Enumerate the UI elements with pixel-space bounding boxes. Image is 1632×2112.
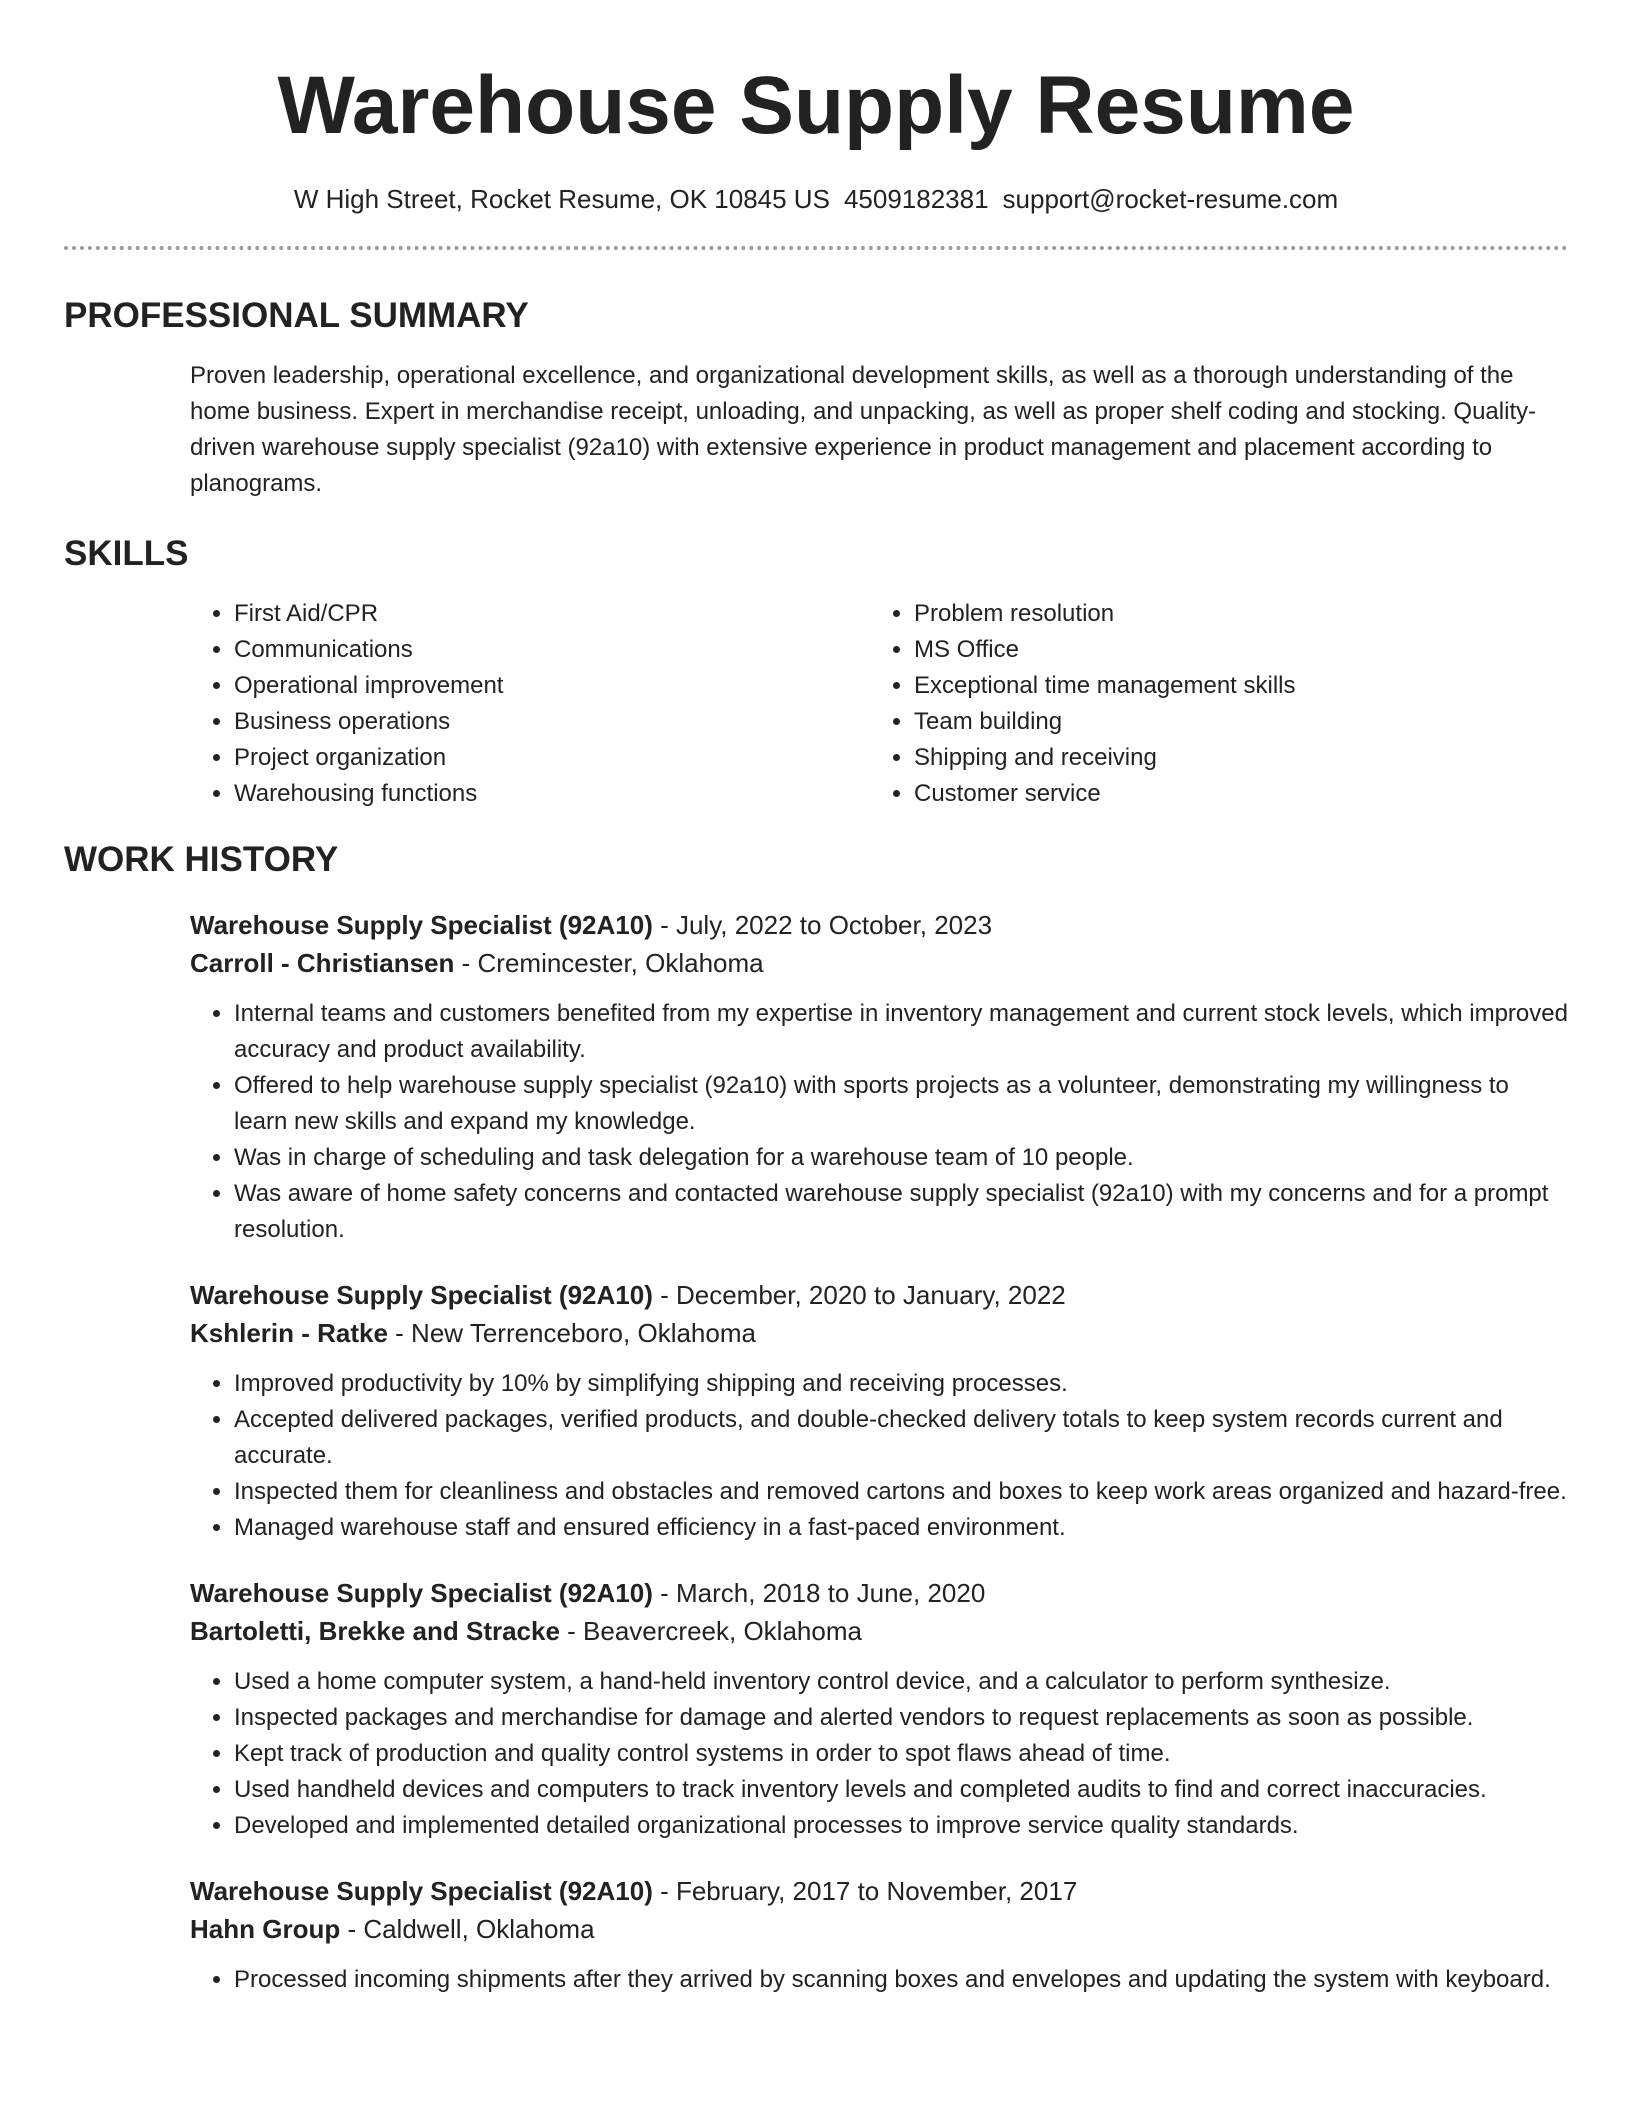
job-bullet: • Inspected packages and merchandise for damage and alerted vendors to request replacements as soon as possible. [234,1700,1568,1736]
job-title: Warehouse Supply Specialist (92A10) [190,1578,653,1608]
skill-item: • Customer service [914,776,1550,812]
job-title-line [190,1574,1568,1612]
contact-line [64,182,1568,216]
contact-address: W High Street, Rocket Resume, OK 10845 US [293,184,830,214]
job-bullet: • Used a home computer system, a hand-held inventory control device, and a calculator to perform synthesize. [234,1664,1568,1700]
skill-item: • Shipping and receiving [914,740,1550,776]
job-title: Warehouse Supply Specialist (92A10) [190,1876,653,1906]
job-company: Hahn Group [190,1914,341,1944]
job-bullet: • Managed warehouse staff and ensured efficiency in a fast-paced environment. [234,1510,1568,1546]
job-location: - Cremincester, Oklahoma [454,948,764,978]
skill-item: • Problem resolution [914,596,1550,632]
contact-email: support@rocket-resume.com [1002,184,1339,214]
skill-item: • Exceptional time management skills [914,668,1550,704]
summary-text: Proven leadership, operational excellence, and organizational development skills, as well as a thorough understanding of the home business. Expert in merchandise receipt, unloading, and unpacking, as well as proper shelf coding and stocking. Quality-driven warehouse supply specialist (92a10) with extensive experience in product management and placement according to planograms. [190,362,1537,497]
skill-item: • Project organization [234,740,870,776]
contact-phone: 4509182381 [843,184,989,214]
job-bullet: • Internal teams and customers benefited from my expertise in inventory management and current stock levels, which improved accuracy and product availability. [234,996,1568,1068]
skills-heading: SKILLS [64,534,189,573]
skill-item: • Operational improvement [234,668,870,704]
job-entry [190,1574,1568,1844]
header-divider [64,246,1568,250]
summary-heading: PROFESSIONAL SUMMARY [64,296,529,335]
job-bullets [190,1664,1568,1844]
job-company-line [190,1910,1568,1948]
job-dates: - December, 2020 to January, 2022 [652,1280,1066,1310]
skills-list [190,596,1568,812]
job-bullet: • Was in charge of scheduling and task delegation for a warehouse team of 10 people. [234,1140,1568,1176]
job-entry [190,1276,1568,1546]
job-title-line [190,1276,1568,1314]
job-bullet: • Was aware of home safety concerns and contacted warehouse supply specialist (92a10) with my concerns and for a prompt resolution. [234,1176,1568,1248]
job-bullets [190,996,1568,1248]
skill-item: • Business operations [234,704,870,740]
job-dates: - July, 2022 to October, 2023 [652,910,993,940]
job-bullet: • Accepted delivered packages, verified products, and double-checked delivery totals to keep system records current and accurate. [234,1402,1568,1474]
job-company: Kshlerin - Ratke [190,1318,388,1348]
job-bullet: • Used handheld devices and computers to track inventory levels and completed audits to find and correct inaccuracies. [234,1772,1568,1808]
job-company-line [190,944,1568,982]
job-dates: - February, 2017 to November, 2017 [652,1876,1078,1906]
job-location: - New Terrenceboro, Oklahoma [387,1318,756,1348]
job-company-line [190,1314,1568,1352]
job-title-line [190,1872,1568,1910]
job-bullet: • Processed incoming shipments after they arrived by scanning boxes and envelopes and updating the system with keyboard. [234,1962,1568,1998]
job-bullet: • Kept track of production and quality control systems in order to spot flaws ahead of time. [234,1736,1568,1772]
resume-title: Warehouse Supply Resume [277,60,1355,151]
skill-item: • First Aid/CPR [234,596,870,632]
job-title: Warehouse Supply Specialist (92A10) [190,1280,653,1310]
job-bullets [190,1366,1568,1546]
job-title: Warehouse Supply Specialist (92A10) [190,910,653,940]
skills-column-right [870,596,1550,812]
job-location: - Caldwell, Oklahoma [340,1914,595,1944]
job-bullets [190,1962,1568,1998]
job-company-line [190,1612,1568,1650]
job-bullet: • Offered to help warehouse supply specialist (92a10) with sports projects as a volunteer, demonstrating my willingness to learn new skills and expand my knowledge. [234,1068,1568,1140]
skill-item: • MS Office [914,632,1550,668]
work-history-heading: WORK HISTORY [64,840,339,879]
skills-column-left [190,596,870,812]
skill-item: • Warehousing functions [234,776,870,812]
job-title-line [190,906,1568,944]
job-bullet: • Inspected them for cleanliness and obstacles and removed cartons and boxes to keep work areas organized and hazard-free. [234,1474,1568,1510]
job-bullet: • Developed and implemented detailed organizational processes to improve service quality standards. [234,1808,1568,1844]
job-bullet: • Improved productivity by 10% by simplifying shipping and receiving processes. [234,1366,1568,1402]
job-entry [190,906,1568,1248]
job-dates: - March, 2018 to June, 2020 [652,1578,986,1608]
skill-item: • Communications [234,632,870,668]
job-company: Bartoletti, Brekke and Stracke [190,1616,560,1646]
job-entry [190,1872,1568,1998]
job-location: - Beavercreek, Oklahoma [559,1616,862,1646]
skill-item: • Team building [914,704,1550,740]
job-company: Carroll - Christiansen [190,948,455,978]
